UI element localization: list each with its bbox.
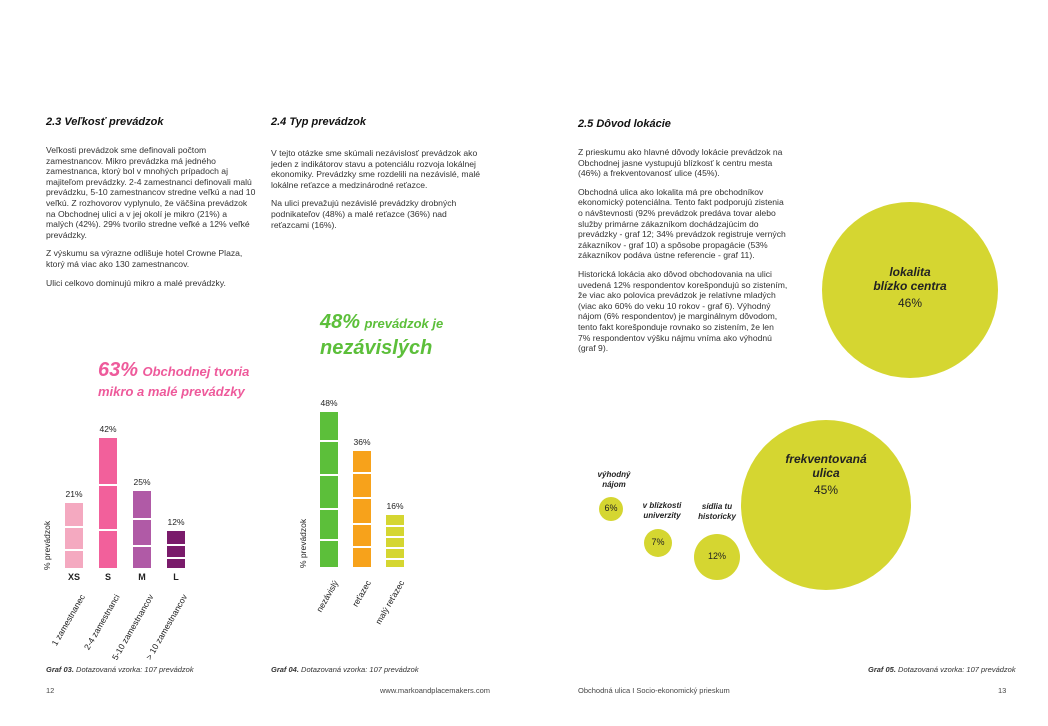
bubble-label-line: nájom — [602, 480, 626, 489]
chart-caption: Graf 04. Dotazovaná vzorka: 107 prevádzok — [271, 665, 419, 674]
bar-value-label: 48% — [320, 398, 338, 408]
paragraph: Historická lokácia ako dôvod obchodovania na ulici uvedená 12% respondentov korešpondujú so zistením, že viac ako polovica prevádzok je relatívne mladých (viac ako 60% do veku 10 rokov - graf 6). Výhodný nájom (6% respondentov) je marginálnym dôvodom, tento fakt korešponduje rovnako so zistením, že len 7% respondentov výšku nájmu vníma ako výhodnú (graf 9). — [578, 268, 788, 354]
category-description: 2-4 zamestnanci — [81, 592, 122, 652]
bar-divider — [65, 549, 83, 551]
highlight-type — [320, 310, 490, 362]
bubble-value: 46% — [897, 296, 923, 310]
paragraph: Na ulici prevažujú nezávislé prevádzky drobných podnikateľov (48%) a malé reťazce (36%) nad reťazcami (16%). — [271, 198, 457, 230]
bar-value-label: 16% — [386, 501, 404, 512]
bar-value-label: 42% — [99, 424, 117, 434]
page-number: 13 — [998, 686, 1007, 695]
bar-divider — [99, 484, 117, 486]
highlight-number: 63% — [98, 359, 139, 381]
bar-divider — [320, 474, 338, 476]
category-description: > 10 zamestnancov — [143, 592, 190, 662]
size-chart-descriptions — [49, 588, 200, 662]
bubble-label — [584, 470, 644, 490]
section-title-reason: 2.5 Dôvod lokácie — [578, 118, 671, 130]
highlight-text: Obchodnej tvoria — [142, 364, 250, 379]
category-label: L — [173, 572, 179, 582]
bar-divider — [99, 529, 117, 531]
bar-divider — [320, 440, 338, 442]
bubble-label-line: sídlia tu — [701, 502, 733, 511]
chart-ylabel: % prevádzok — [298, 518, 308, 568]
bubble-value: 7% — [651, 537, 665, 547]
bubble-label — [766, 452, 886, 480]
section-text-size — [46, 145, 256, 296]
bar-value-label: 25% — [133, 476, 151, 487]
bar — [320, 412, 338, 567]
section-title-type: 2.4 Typ prevádzok — [271, 116, 366, 128]
bar-divider — [353, 546, 371, 548]
paragraph: Obchodná ulica ako lokalita má pre obchodníkov ekonomický potenciálna. Tento fakt podporujú zistenia o návštevnosti (92% prevádzok predáva tovar alebo služby primárne zákazníkom dochádzajúcim do prevádzky - graf 12; 34% prevádzok registruje verných zákazníkov - graf 10) a spôsobe propagácie (53% zákazníkov podáva ústne referencie - graf 11). — [578, 186, 786, 261]
bubble-label-line: univerzity — [643, 511, 681, 520]
bar-divider — [167, 544, 185, 546]
bar-divider — [386, 547, 404, 549]
bar — [65, 503, 83, 568]
category-label: malý reťazec — [373, 578, 407, 626]
paragraph: Z výskumu sa výrazne odlišuje hotel Crowne Plaza, ktorý má viac ako 130 zamestnancov. — [46, 248, 243, 269]
bar-value-label: 36% — [353, 436, 371, 447]
footer-title: Obchodná ulica I Socio-ekonomický prieskum — [578, 686, 730, 695]
bar — [386, 515, 404, 567]
bar-divider — [386, 536, 404, 538]
highlight-text: nezávislých — [320, 337, 433, 359]
bubble-label-line: lokalita — [889, 265, 931, 279]
bar-divider — [386, 558, 404, 560]
category-label: S — [104, 572, 111, 582]
chart-caption: Graf 05. Dotazovaná vzorka: 107 prevádzok — [868, 665, 1016, 674]
section-text-type — [271, 148, 481, 238]
paragraph: Z prieskumu ako hlavné dôvody lokácie prevádzok na Obchodnej jasne vystupujú blízkosť k centru mesta (46%) a frekventovanosť ulice (45%). — [578, 147, 783, 179]
bar-divider — [386, 525, 404, 527]
bar-divider — [353, 523, 371, 525]
bubble-value: 12% — [707, 551, 726, 561]
highlight-size — [98, 360, 268, 402]
paragraph: V tejto otázke sme skúmali nezávislosť prevádzok ako jeden z indikátorov stavu a potenciálu rozvoja lokálnej ekonomiky. Prevádzky sme rozdelili na nezávislé, malé lokálne reťazce a medzinárodné reťazce. — [271, 148, 481, 190]
bar-divider — [320, 539, 338, 541]
bar-divider — [133, 545, 151, 547]
bar — [99, 438, 117, 568]
category-label: M — [138, 572, 146, 582]
bar — [167, 531, 185, 568]
size-chart-categories — [60, 572, 200, 586]
type-chart-descriptions — [312, 574, 412, 634]
section-title-size: 2.3 Veľkosť prevádzok — [46, 116, 164, 128]
bubble-value: 6% — [604, 503, 618, 513]
bubble-label-line: ulica — [812, 466, 840, 480]
paragraph: Ulici celkovo dominujú mikro a malé prevádzky. — [46, 277, 226, 288]
chart-caption: Graf 03. Dotazovaná vzorka: 107 prevádzok — [46, 665, 194, 674]
bubble-label-line: blízko centra — [873, 279, 947, 293]
bubble-label-line: historicky — [698, 512, 736, 521]
category-label: reťazec — [350, 578, 374, 609]
bar-divider — [320, 508, 338, 510]
bar-divider — [65, 526, 83, 528]
category-description: 5-10 zamestnancov — [109, 592, 156, 662]
bubble — [741, 420, 911, 590]
bar-divider — [353, 472, 371, 474]
highlight-text: mikro a malé prevádzky — [98, 384, 245, 399]
bar-divider — [353, 497, 371, 499]
bubble-label-line: v blízkosti — [642, 501, 682, 510]
footer-url[interactable]: www.markoandplacemakers.com — [380, 686, 491, 695]
bar-value-label: 12% — [167, 516, 185, 527]
bar-divider — [167, 557, 185, 559]
category-label: XS — [67, 572, 80, 582]
size-bar-chart — [60, 420, 200, 568]
highlight-number: 48% — [320, 311, 361, 333]
page-number: 12 — [46, 686, 55, 695]
category-label: nezávislý — [314, 578, 341, 614]
paragraph: Veľkosti prevádzok sme definovali počtom zamestnancov. Mikro prevádzka má jedného zamestnanca, ktorý bol v mnohých prípadoch aj majiteľom prevádzky. 2-4 zamestnanci definovali malú prevádzku, 5-10 zamestnancov stredne veľkú a nad 10 veľkú. Z rozhovorov vyplynulo, že väčšina prevádzok na Obchodnej ulici a v jej okolí je mikro (21%) a malých (42%). 29% tvorilo stredne veľké a 12% veľké prevádzky. — [46, 145, 256, 240]
bubble-label — [850, 265, 970, 293]
bar-divider — [133, 518, 151, 520]
reason-bubble-chart — [570, 160, 1040, 590]
bubble-value: 45% — [813, 483, 839, 497]
bubble-label-line: frekventovaná — [785, 452, 867, 466]
bubble-label-line: výhodný — [597, 470, 631, 479]
highlight-text: prevádzok je — [364, 316, 444, 331]
category-description: 1 zamestnanec — [49, 592, 88, 648]
bar — [353, 451, 371, 567]
bar — [133, 491, 151, 568]
type-bar-chart — [312, 400, 412, 567]
chart-ylabel: % prevádzok — [42, 520, 52, 570]
bar-value-label: 21% — [65, 489, 83, 499]
